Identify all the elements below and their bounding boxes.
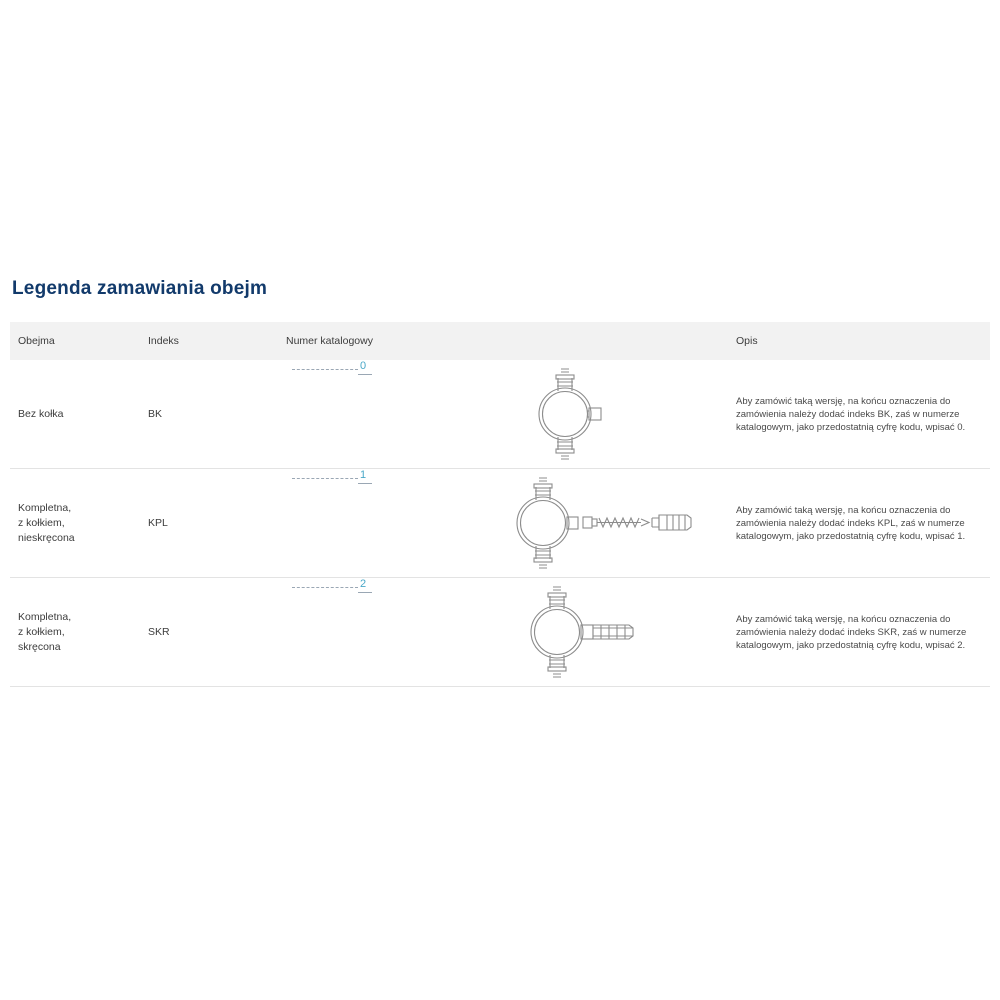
catalog-code	[286, 578, 466, 686]
column-header-rysunek	[466, 322, 736, 360]
table-body	[10, 360, 990, 687]
page-title: Legenda zamawiania obejm	[12, 278, 268, 299]
cell-obejma	[10, 469, 148, 578]
table-row	[10, 360, 990, 469]
cell-rysunek	[466, 360, 736, 469]
catalog-code	[286, 360, 466, 468]
code-digit-underline	[358, 592, 372, 593]
table-row	[10, 469, 990, 578]
clamp-no-dowel-icon	[501, 364, 701, 464]
column-header-obejma: Obejma	[10, 322, 148, 360]
cell-numer-katalogowy	[286, 469, 466, 578]
cell-rysunek	[466, 469, 736, 578]
cell-indeks	[148, 469, 286, 578]
cell-obejma	[10, 360, 148, 469]
clamp-assembled-icon	[501, 582, 701, 682]
table-row	[10, 578, 990, 687]
catalog-code	[286, 469, 466, 577]
table-header	[10, 322, 990, 360]
obejma-label: Kompletna, z kołkiem, skręcona	[18, 610, 72, 653]
legend-section	[10, 278, 990, 687]
cell-opis	[736, 469, 990, 578]
clamp-with-loose-dowel-icon	[491, 473, 711, 573]
column-header-numer-katalogowy: Numer katalogowy	[286, 322, 466, 360]
code-dashes	[292, 369, 358, 370]
legend-table	[10, 322, 990, 687]
code-dashes	[292, 587, 358, 588]
code-digit-underline	[358, 483, 372, 484]
indeks-label: BK	[148, 407, 163, 420]
obejma-label: Bez kołka	[18, 407, 64, 420]
code-digit: 1	[360, 469, 367, 481]
cell-rysunek	[466, 578, 736, 687]
table-header-row	[10, 322, 990, 360]
code-dashes	[292, 478, 358, 479]
column-header-indeks: Indeks	[148, 322, 286, 360]
cell-numer-katalogowy	[286, 360, 466, 469]
cell-opis	[736, 360, 990, 469]
indeks-label: KPL	[148, 516, 168, 529]
code-digit: 2	[360, 578, 367, 590]
cell-indeks	[148, 360, 286, 469]
cell-obejma	[10, 578, 148, 687]
cell-opis	[736, 578, 990, 687]
column-header-opis: Opis	[736, 322, 990, 360]
obejma-label: Kompletna, z kołkiem, nieskręcona	[18, 501, 75, 544]
opis-text: Aby zamówić taką wersję, na końcu oznaczenia do zamówienia należy dodać indeks KPL, zaś w numerze katalogowym, jako przedostatnią cyfrę kodu, wpisać 1.	[736, 504, 966, 542]
opis-text: Aby zamówić taką wersję, na końcu oznaczenia do zamówienia należy dodać indeks BK, zaś w numerze katalogowym, jako przedostatnią cyfrę kodu, wpisać 0.	[736, 395, 966, 433]
opis-text: Aby zamówić taką wersję, na końcu oznaczenia do zamówienia należy dodać indeks SKR, zaś w numerze katalogowym, jako przedostatnią cyfrę kodu, wpisać 2.	[736, 613, 967, 651]
code-digit-underline	[358, 374, 372, 375]
code-digit: 0	[360, 360, 367, 372]
cell-numer-katalogowy	[286, 578, 466, 687]
indeks-label: SKR	[148, 625, 170, 638]
cell-indeks	[148, 578, 286, 687]
